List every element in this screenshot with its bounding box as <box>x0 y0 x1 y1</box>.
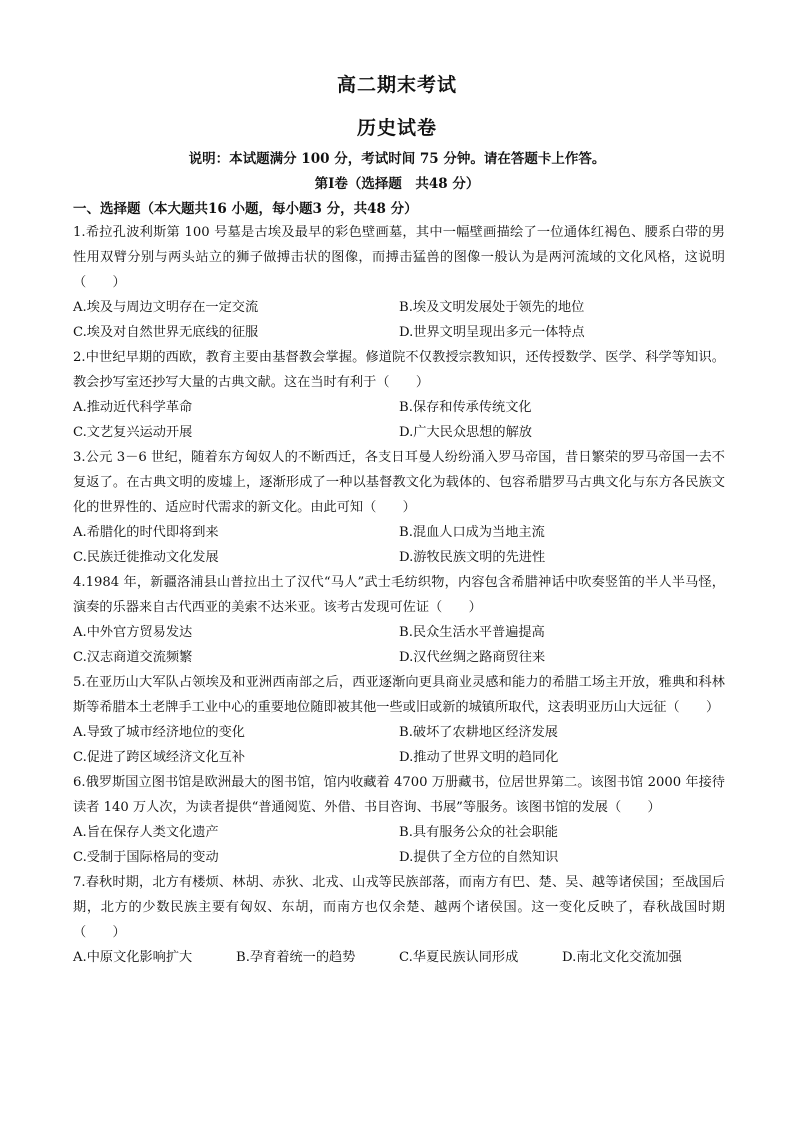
question-4 <box>73 570 725 670</box>
option-c: C.文艺复兴运动开展 <box>73 425 193 440</box>
option-d: D.南北文化交流加强 <box>562 950 682 965</box>
option-b: B.保存和传承传统文化 <box>399 400 532 415</box>
option-c: C.受制于国际格局的变动 <box>73 850 219 865</box>
option-d: D.提供了全方位的自然知识 <box>399 850 559 865</box>
question-7 <box>73 870 725 970</box>
question-stem: 4.1984 年，新疆洛浦县山普拉出土了汉代“马人”武士毛纺织物，内容包含希腊神话中吹奏竖笛的半人半马怪，演奏的乐器来自古代西亚的美索不达米亚。该考古发现可佐证（ ） <box>73 575 725 615</box>
question-3 <box>73 445 725 570</box>
option-b: B.民众生活水平普遍提高 <box>399 625 545 640</box>
option-d: D.世界文明呈现出多元一体特点 <box>399 325 585 340</box>
option-list <box>73 395 725 445</box>
option-d: D.推动了世界文明的趋同化 <box>399 750 559 765</box>
option-a: A.推动近代科学革命 <box>73 400 193 415</box>
option-a: A.旨在保存人类文化遗产 <box>73 825 219 840</box>
option-a: A.希腊化的时代即将到来 <box>73 525 219 540</box>
option-a: A.导致了城市经济地位的变化 <box>73 725 245 740</box>
option-list <box>73 520 725 570</box>
option-a: A.中原文化影响扩大 <box>73 950 193 965</box>
option-a: A.中外官方贸易发达 <box>73 625 193 640</box>
option-list <box>73 820 725 870</box>
question-2 <box>73 345 725 445</box>
option-d: D.游牧民族文明的先进性 <box>399 550 546 565</box>
option-list <box>73 945 725 970</box>
option-c: C.促进了跨区域经济文化互补 <box>73 750 246 765</box>
part-title: 第Ⅰ卷（选择题 共48 分） <box>314 176 480 192</box>
option-d: D.汉代丝绸之路商贸往来 <box>399 650 546 665</box>
option-b: B.埃及文明发展处于领先的地位 <box>399 300 585 315</box>
option-b: B.具有服务公众的社会职能 <box>399 825 558 840</box>
question-1 <box>73 220 725 345</box>
option-b: B.孕育着统一的趋势 <box>236 950 356 965</box>
exam-title: 高二期末考试 <box>336 74 457 96</box>
option-d: D.广大民众思想的解放 <box>399 425 532 440</box>
option-b: B.混血人口成为当地主流 <box>399 525 545 540</box>
question-stem: 3.公元 3－6 世纪，随着东方匈奴人的不断西迁，各支日耳曼人纷纷涌入罗马帝国，昔日繁荣的罗马帝国一去不复返了。在古典文明的废墟上，逐渐形成了一种以基督教文化为载体的、包容希腊罗马古典文化与东方各民族文化的世界性的、适应时代需求的新文化。由此可知（ ） <box>73 450 725 515</box>
option-a: A.埃及与周边文明存在一定交流 <box>73 300 259 315</box>
subject-title: 历史试卷 <box>356 117 437 139</box>
section-title: 一、选择题（本大题共16 小题，每小题3 分，共48 分） <box>73 201 418 217</box>
question-5 <box>73 670 725 770</box>
question-stem: 2.中世纪早期的西欧，教育主要由基督教会掌握。修道院不仅教授宗教知识，还传授数学、医学、科学等知识。教会抄写室还抄写大量的古典文献。这在当时有利于（ ） <box>73 350 725 390</box>
option-list <box>73 620 725 670</box>
exam-instructions: 说明：本试题满分 100 分，考试时间 75 分钟。请在答题卡上作答。 <box>188 151 606 167</box>
question-stem: 1.希拉孔波利斯第 100 号墓是古埃及最早的彩色壁画墓，其中一幅壁画描绘了一位通体红褐色、腰系白带的男性用双臂分别与两头站立的狮子做搏击状的图像，而搏击猛兽的图像一般认为是两河流域的文化风格，这说明（ ） <box>73 225 725 290</box>
option-list <box>73 295 725 345</box>
option-c: C.民族迁徙推动文化发展 <box>73 550 219 565</box>
option-c: C.汉志商道交流频繁 <box>73 650 193 665</box>
question-stem: 7.春秋时期，北方有楼烦、林胡、赤狄、北戎、山戎等民族部落，而南方有巴、楚、吴、越等诸侯国；至战国后期，北方的少数民族主要有匈奴、东胡，而南方也仅余楚、越两个诸侯国。这一变化反映了，春秋战国时期（ ） <box>73 875 725 940</box>
question-stem: 5.在亚历山大军队占领埃及和亚洲西南部之后，西亚逐渐向更具商业灵感和能力的希腊工场主开放，雅典和科林斯等希腊本土老牌手工业中心的重要地位随即被其他一些或旧或新的城镇所取代，这表明亚历山大远征（ ） <box>73 675 725 715</box>
option-c: C.华夏民族认同形成 <box>399 950 519 965</box>
option-list <box>73 720 725 770</box>
question-stem: 6.俄罗斯国立图书馆是欧洲最大的图书馆，馆内收藏着 4700 万册藏书，位居世界第二。该图书馆 2000 年接待读者 140 万人次，为读者提供“普通阅览、外借、书目咨询、书展”等服务。该图书馆的发展（ ） <box>73 775 725 815</box>
question-list <box>73 220 725 970</box>
option-b: B.破坏了农耕地区经济发展 <box>399 725 558 740</box>
option-c: C.埃及对自然世界无底线的征服 <box>73 325 259 340</box>
question-6 <box>73 770 725 870</box>
